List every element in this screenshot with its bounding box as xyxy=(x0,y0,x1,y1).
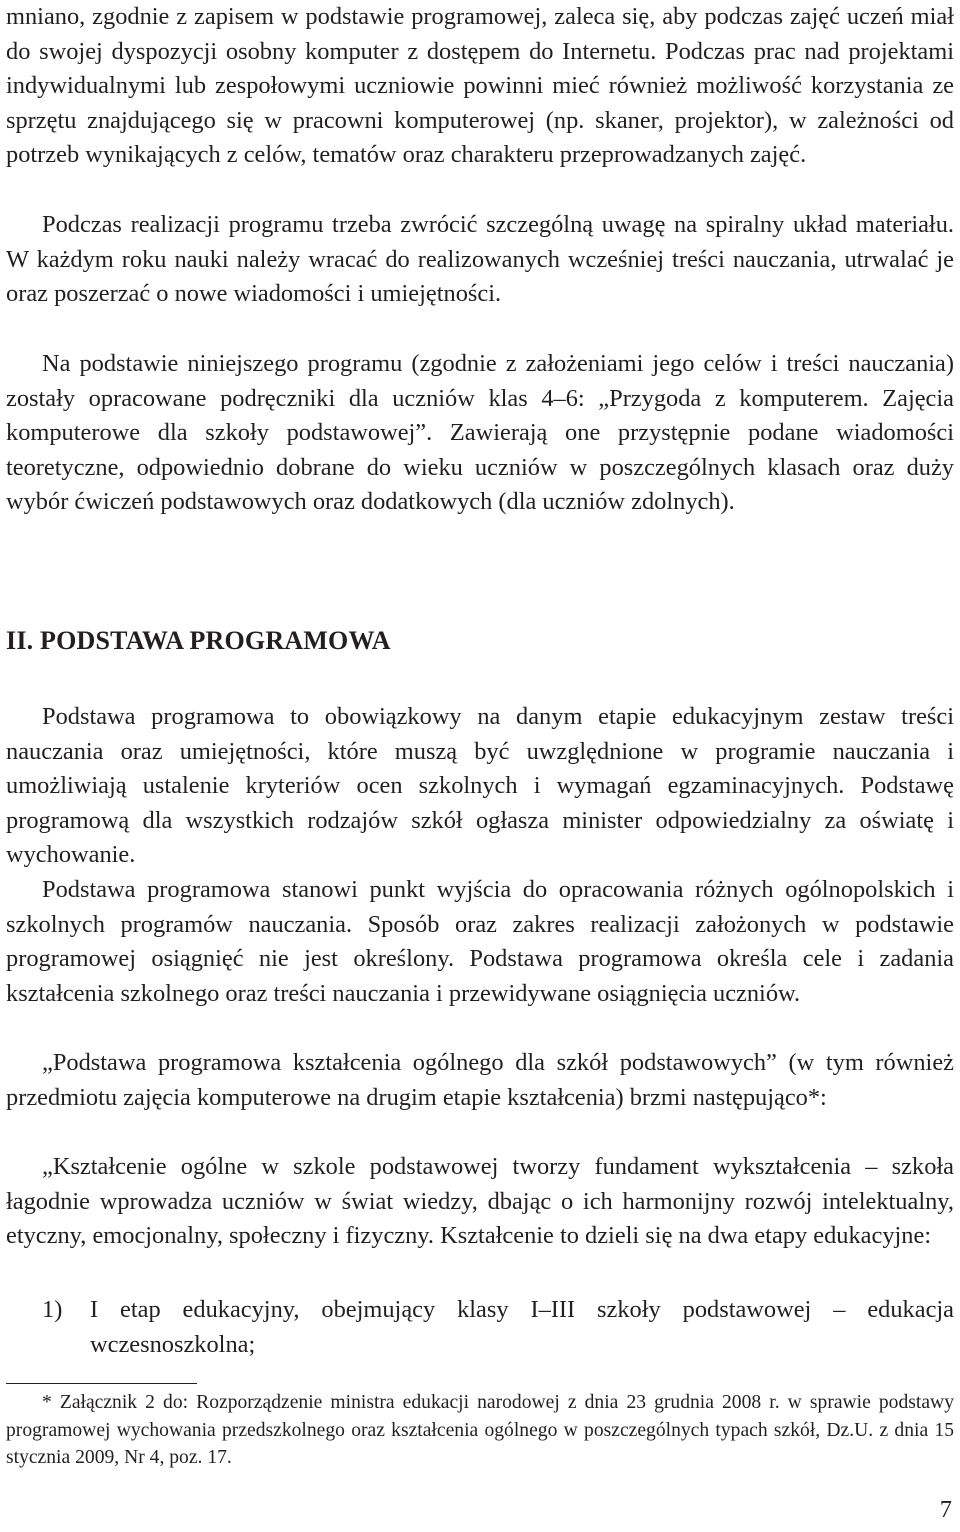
page-number: 7 xyxy=(939,1496,952,1523)
paragraph-core-curriculum-role: Podstawa programowa stanowi punkt wyjścia do opracowania różnych ogólnopolskich i szkolnych programów nauczania. Sposób oraz zakres realizacji założonych w podstawie programowej osiągnięć nie jest określony. Podstawa programowa określa cele i zadania kształcenia szkolnego oraz treści nauczania i przewidywane osiągnięcia uczniów. xyxy=(6,876,954,1007)
footnote-divider xyxy=(6,1383,197,1384)
list-item-number: 1) xyxy=(42,1296,63,1323)
section-heading: II. PODSTAWA PROGRAMOWA xyxy=(6,626,391,655)
list-item-text: I etap edukacyjny, obejmujący klasy I–III szkoły podstawowej – edukacja wczesnoszkolna; xyxy=(90,1296,954,1358)
paragraph-quote: „Kształcenie ogólne w szkole podstawowej tworzy fundament wykształcenia – szkoła łagodnie wprowadza uczniów w świat wiedzy, dbając o ich harmonijny rozwój intelektualny, etyczny, emocjonalny, społeczny i fizyczny. Kształcenie to dzieli się na dwa etapy edukacyjne: xyxy=(6,1153,954,1250)
paragraph-textbooks: Na podstawie niniejszego programu (zgodnie z założeniami jego celów i treści nauczania) zostały opracowane podręczniki dla uczniów klas 4–6: „Przygoda z komputerem. Zajęcia komputerowe dla szkoły podstawowej”. Zawierają one przystępnie podane wiadomości teoretyczne, odpowiednio dobrane do wieku uczniów w poszczególnych klasach oraz duży wybór ćwiczeń podstawowych oraz dodatkowych (dla uczniów zdolnych). xyxy=(6,350,954,516)
paragraph-spiral-curriculum: Podczas realizacji programu trzeba zwrócić szczególną uwagę na spiralny układ materiału. W każdym roku nauki należy wracać do realizowanych wcześniej treści nauczania, utrwalać je oraz poszerzać o nowe wiadomości i umiejętności. xyxy=(6,211,954,308)
paragraph-core-curriculum-definition: Podstawa programowa to obowiązkowy na danym etapie edukacyjnym zestaw treści nauczania oraz umiejętności, które muszą być uwzględnione w programie nauczania i umożliwiają ustalenie kryteriów ocen szkolnych i wymagań egzaminacyjnych. Podstawę programową dla wszystkich rodzajów szkół ogłasza minister odpowiedzialny za oświatę i wychowanie. xyxy=(6,703,954,869)
paragraph-quote-intro: „Podstawa programowa kształcenia ogólnego dla szkół podstawowych” (w tym również przedmiotu zajęcia komputerowe na drugim etapie kształcenia) brzmi następująco*: xyxy=(6,1049,954,1111)
list-item xyxy=(42,1293,954,1362)
footnote: * Załącznik 2 do: Rozporządzenie ministra edukacji narodowej z dnia 23 grudnia 2008 r. w sprawie podstawy programowej wychowania przedszkolnego oraz kształcenia ogólnego w poszczególnych typach szkół, Dz.U. z dnia 15 stycznia 2009, Nr 4, poz. 17. xyxy=(6,1392,954,1469)
paragraph-equipment: mniano, zgodnie z zapisem w podstawie programowej, zaleca się, aby podczas zajęć uczeń miał do swojej dyspozycji osobny komputer z dostępem do Internetu. Podczas prac nad projektami indywidualnymi lub zespołowymi uczniowie powinni mieć również możliwość korzystania ze sprzętu znajdującego się w pracowni komputerowej (np. skaner, projektor), w zależności od potrzeb wynikających z celów, tematów oraz charakteru przeprowadzanych zajęć. xyxy=(6,3,954,169)
